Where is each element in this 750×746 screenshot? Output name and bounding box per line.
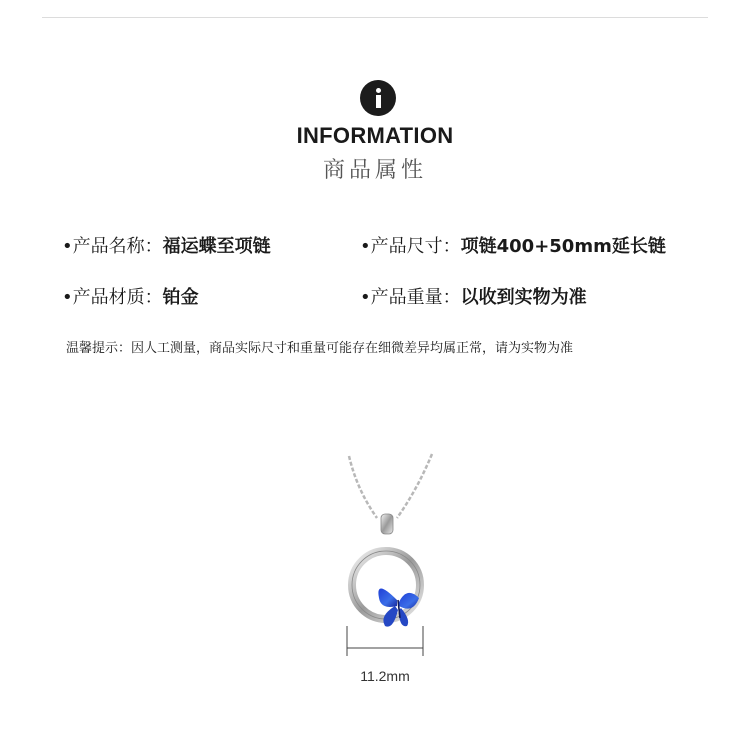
necklace-image [335, 450, 435, 650]
spec-item-weight [360, 283, 587, 309]
spec-item-name [62, 232, 271, 258]
measurement-note: 温馨提示：因人工测量，商品实际尺寸和重量可能存在细微差异均属正常，请为实物为准 [66, 341, 574, 356]
dimension-marker [346, 626, 424, 656]
spec-item-material [62, 283, 199, 309]
spec-value: 项链400+50mm延长链 [460, 236, 666, 257]
section-title-en: INFORMATION [296, 123, 454, 148]
spec-label: •产品名称： [62, 236, 163, 257]
spec-label: •产品重量： [360, 287, 461, 308]
info-icon [360, 80, 396, 116]
top-divider [42, 17, 708, 18]
dimension-label: 11.2mm [360, 668, 410, 684]
spec-value: 以收到实物为准 [460, 287, 587, 308]
spec-label: •产品材质： [62, 287, 163, 308]
spec-value: 铂金 [162, 287, 199, 308]
spec-label: •产品尺寸： [360, 236, 461, 257]
section-title-cn: 商品属性 [322, 158, 427, 183]
spec-value: 福运蝶至项链 [162, 236, 271, 257]
spec-item-size [360, 232, 666, 258]
